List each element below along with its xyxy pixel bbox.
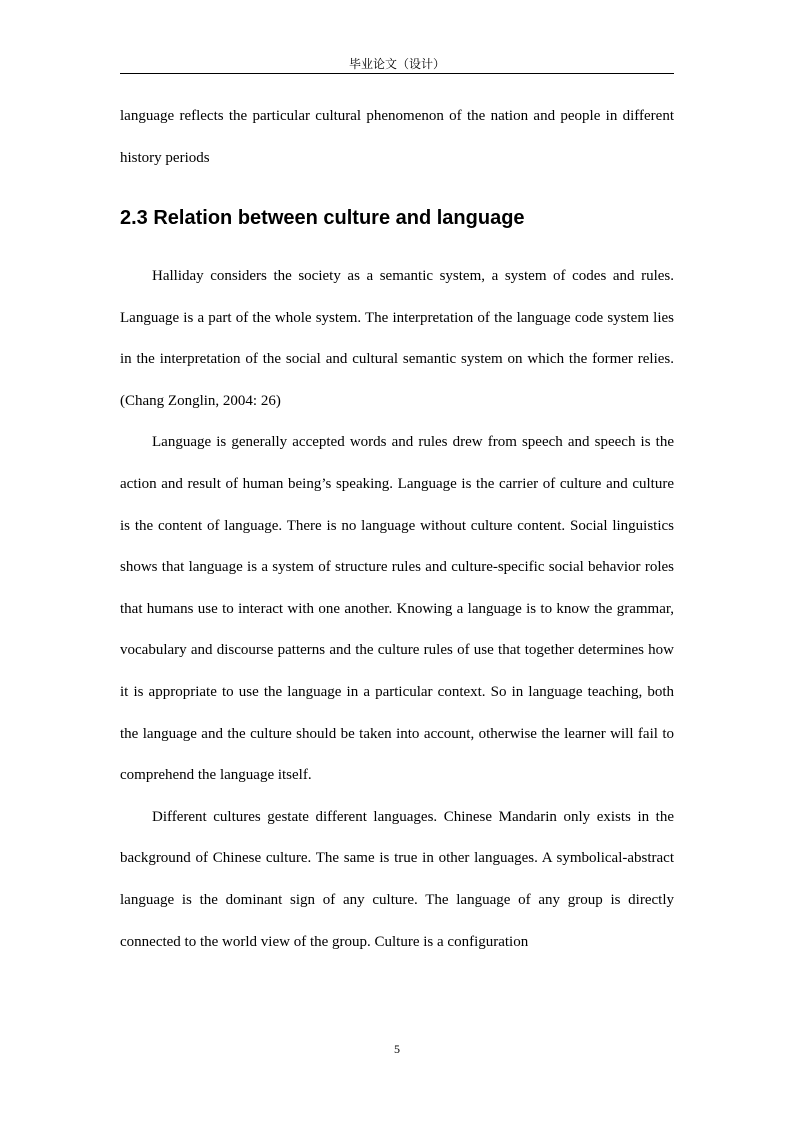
section-body	[120, 256, 674, 963]
header-rule	[120, 73, 674, 74]
paragraph-halliday: Halliday considers the society as a semantic system, a system of codes and rules. Language is a part of the whole system. The interpretation of the language code system lies in the interpretation of the social and cultural semantic system on which the former relies. (Chang Zonglin, 2004: 26)	[120, 268, 674, 409]
continuation-paragraph: language reflects the particular cultural phenomenon of the nation and people in different history periods	[120, 108, 674, 166]
page-number: 5	[394, 1042, 400, 1056]
section-heading: 2.3 Relation between culture and language	[120, 207, 525, 229]
paragraph-different-cultures: Different cultures gestate different languages. Chinese Mandarin only exists in the background of Chinese culture. The same is true in other languages. A symbolical-abstract language is the dominant sign of any culture. The language of any group is directly connected to the world view of the group. Culture is a configuration	[120, 808, 674, 950]
continuation-block	[120, 96, 674, 179]
paragraph-language-carrier: Language is generally accepted words and rules drew from speech and speech is the action and result of human being’s speaking. Language is the carrier of culture and culture is the content of language. There is no language without culture content. Social linguistics shows that language is a system of structure rules and culture-specific social behavior roles that humans use to interact with one another. Knowing a language is to know the grammar, vocabulary and discourse patterns and the culture rules of use that together determines how it is appropriate to use the language in a particular context. So in language teaching, both the language and the culture should be taken into account, otherwise the learner will fail to comprehend the language itself.	[120, 434, 674, 784]
page-header: 毕业论文（设计）	[348, 57, 445, 71]
